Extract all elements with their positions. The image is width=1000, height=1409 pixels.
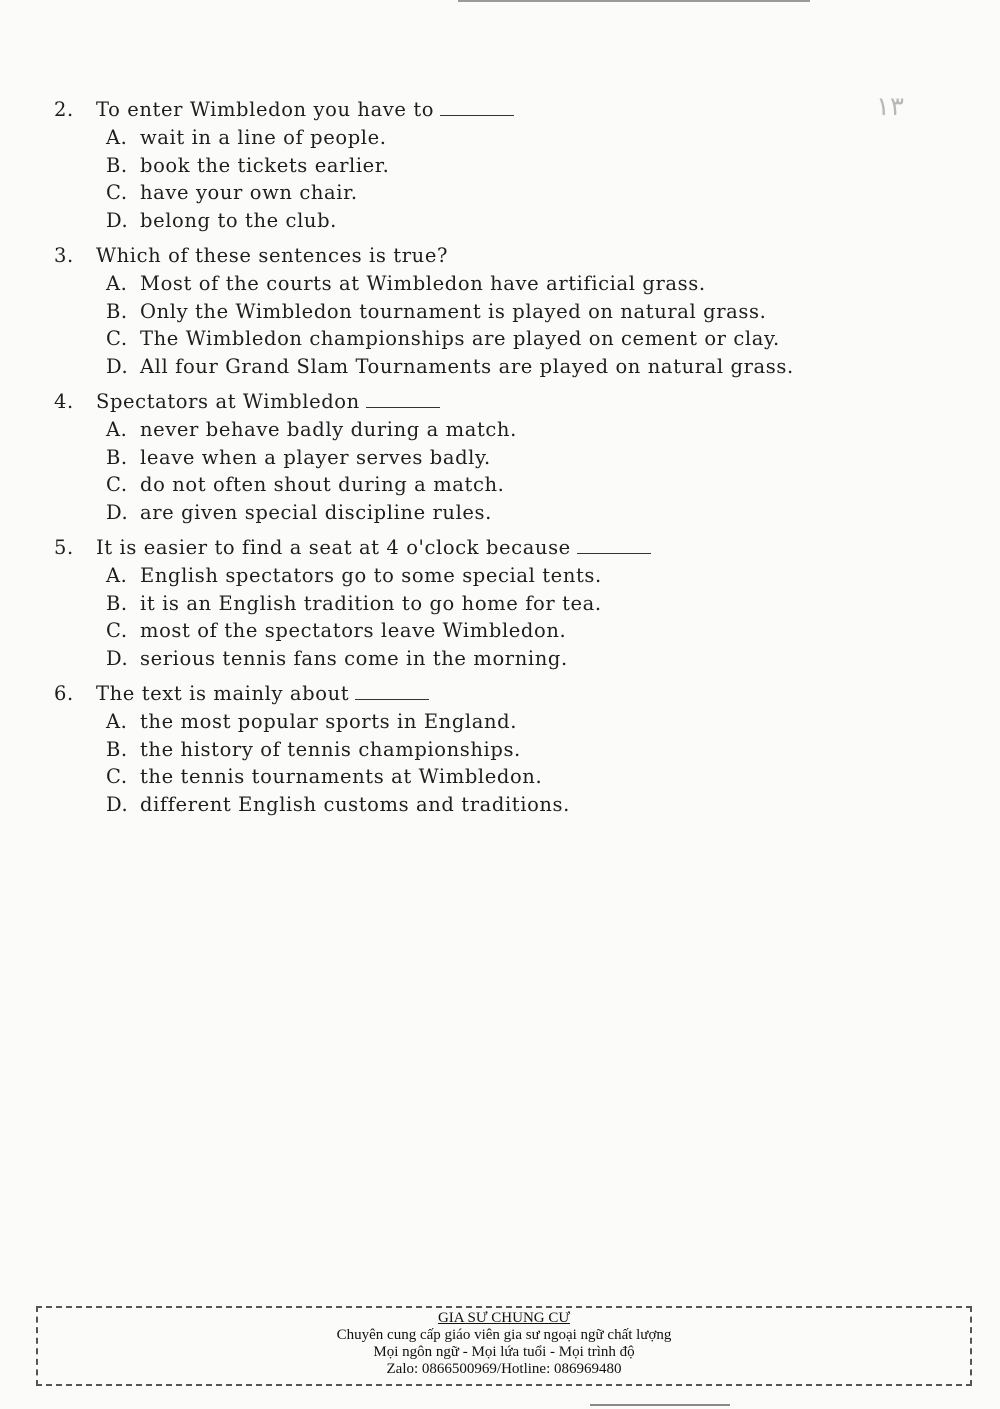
option-c[interactable] [106,763,934,791]
question-stem [54,534,934,562]
option-letter: C. [106,765,128,788]
option-letter: C. [106,473,128,496]
option-text: are given special discipline rules. [140,500,492,524]
option-d[interactable] [106,207,934,235]
question-number: 4. [54,390,74,413]
option-letter: D. [106,500,129,524]
option-text: All four Grand Slam Tournaments are played on natural grass. [140,354,794,378]
option-text: the tennis tournaments at Wimbledon. [140,765,543,788]
option-text: serious tennis fans come in the morning. [140,646,568,670]
option-text: belong to the club. [140,208,337,232]
option-letter: A. [106,710,128,733]
option-c[interactable] [106,617,934,645]
option-text: the history of tennis championships. [140,737,521,761]
option-text: most of the spectators leave Wimbledon. [140,619,567,642]
top-divider [458,0,810,2]
question-text: It is easier to find a seat at 4 o'clock because [96,536,571,559]
option-letter: A. [106,564,128,587]
question-stem [54,96,934,124]
option-b[interactable] [106,736,934,764]
option-letter: A. [106,126,128,149]
option-letter: C. [106,619,128,642]
question-6 [54,680,934,818]
option-letter: B. [106,299,128,323]
option-list [54,270,934,380]
question-number: 3. [54,244,74,267]
option-a[interactable] [106,270,934,298]
option-text: Most of the courts at Wimbledon have artificial grass. [140,272,706,295]
answer-blank [355,683,429,700]
page-number-mark: ۱۳ [876,92,904,122]
question-2 [54,96,934,234]
option-b[interactable] [106,444,934,472]
option-letter: B. [106,737,128,761]
answer-blank [440,99,514,116]
option-letter: C. [106,181,128,204]
option-letter: B. [106,153,128,177]
option-a[interactable] [106,562,934,590]
question-list [54,96,934,826]
question-number: 6. [54,682,74,705]
option-text: Only the Wimbledon tournament is played on natural grass. [140,299,767,323]
question-number: 5. [54,536,74,559]
option-a[interactable] [106,708,934,736]
option-text: never behave badly during a match. [140,418,517,441]
footer-line-1: Chuyên cung cấp giáo viên gia sư ngoại ngữ chất lượng [336,1327,672,1343]
option-letter: B. [106,591,128,615]
question-text: The text is mainly about [96,682,350,705]
option-b[interactable] [106,298,934,326]
option-c[interactable] [106,325,934,353]
option-list [54,124,934,234]
option-letter: D. [106,646,129,670]
option-list [54,562,934,672]
option-letter: C. [106,327,128,350]
question-stem [54,242,934,270]
option-b[interactable] [106,152,934,180]
question-3 [54,242,934,380]
option-text: wait in a line of people. [140,126,387,149]
option-text: book the tickets earlier. [140,153,390,177]
answer-blank [366,391,440,408]
option-b[interactable] [106,590,934,618]
question-stem [54,388,934,416]
option-d[interactable] [106,499,934,527]
option-d[interactable] [106,791,934,819]
option-letter: D. [106,354,129,378]
option-letter: B. [106,445,128,469]
answer-blank [577,537,651,554]
option-text: have your own chair. [140,181,358,204]
option-text: do not often shout during a match. [140,473,505,496]
option-letter: A. [106,418,128,441]
footer-contact: Zalo: 0866500969/Hotline: 086969480 [386,1361,622,1377]
question-text: Which of these sentences is true? [96,244,449,267]
option-text: the most popular sports in England. [140,710,518,733]
option-text: different English customs and traditions. [140,792,570,816]
option-text: The Wimbledon championships are played on cement or clay. [140,327,780,350]
question-5 [54,534,934,672]
question-4 [54,388,934,526]
option-list [54,708,934,818]
option-letter: A. [106,272,128,295]
option-list [54,416,934,526]
option-text: leave when a player serves badly. [140,445,491,469]
question-text: To enter Wimbledon you have to [96,98,435,121]
bottom-divider [590,1404,730,1406]
option-a[interactable] [106,124,934,152]
option-text: it is an English tradition to go home for tea. [140,591,602,615]
option-a[interactable] [106,416,934,444]
option-c[interactable] [106,179,934,207]
option-text: English spectators go to some special tents. [140,564,602,587]
footer-title: GIA SƯ CHUNG CƯ [437,1310,571,1326]
option-letter: D. [106,792,129,816]
question-stem [54,680,934,708]
option-d[interactable] [106,645,934,673]
option-d[interactable] [106,353,934,381]
question-text: Spectators at Wimbledon [96,390,360,413]
option-letter: D. [106,208,129,232]
question-number: 2. [54,98,74,121]
footer-advert-box [36,1306,972,1386]
footer-line-2: Mọi ngôn ngữ - Mọi lứa tuổi - Mọi trình độ [373,1344,635,1360]
option-c[interactable] [106,471,934,499]
